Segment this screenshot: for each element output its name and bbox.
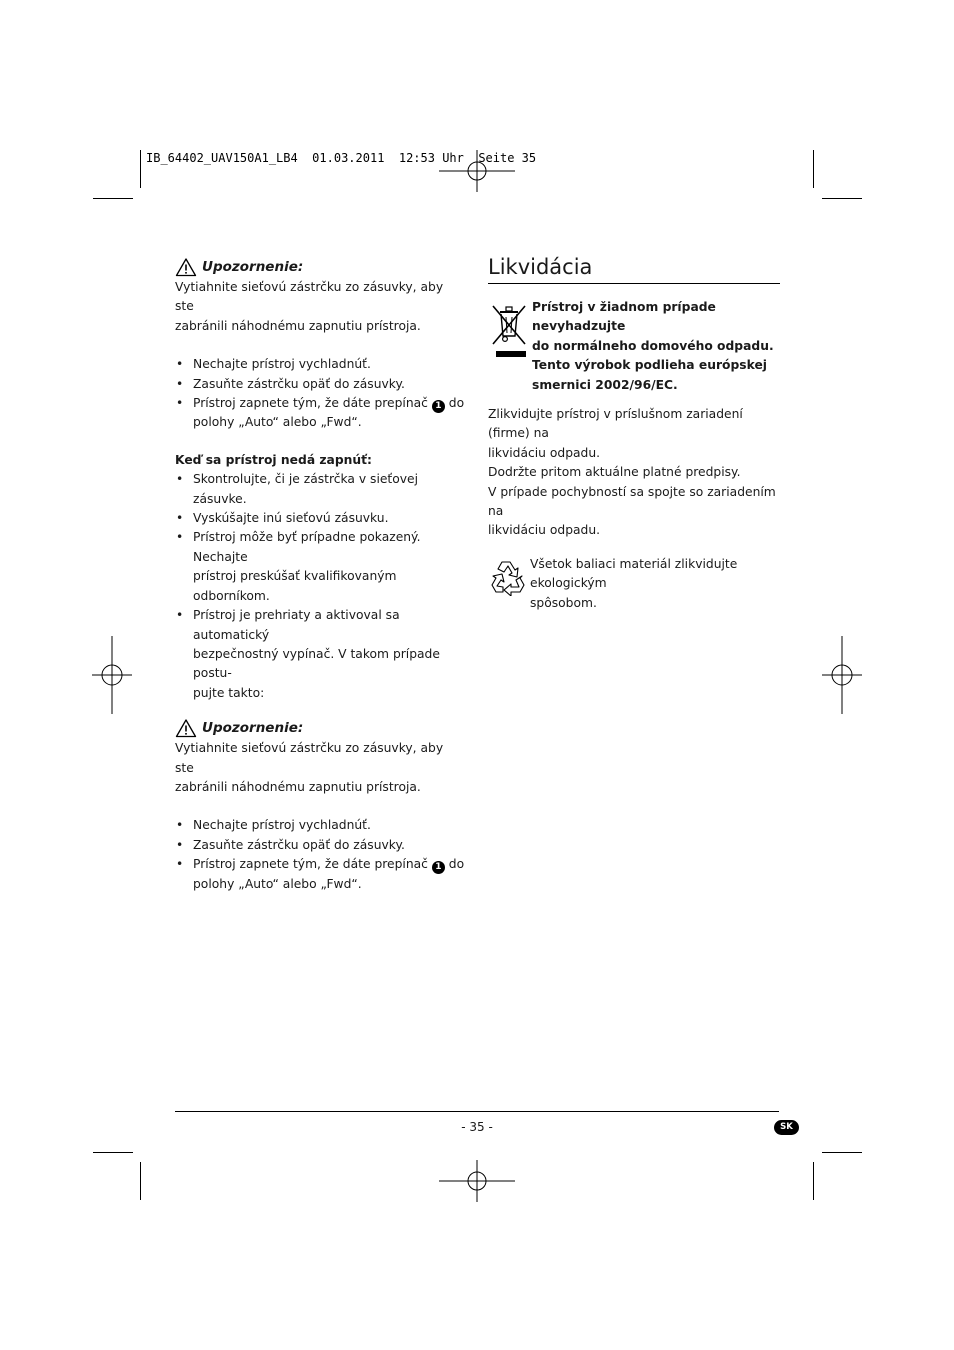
registration-mark-icon	[437, 1160, 517, 1202]
warning-text: Vytiahnite sieťovú zástrčku zo zásuvky, aby ste zabránili náhodnému zapnutiu prístroja.	[175, 741, 444, 794]
warning-triangle-icon	[175, 718, 197, 738]
page-number: - 35 -	[461, 1120, 493, 1134]
registration-mark-icon	[822, 636, 862, 714]
warning-triangle-icon	[175, 257, 197, 277]
weee-block	[488, 300, 780, 392]
list-item: • Zasuňte zástrčku opäť do zásuvky.	[175, 836, 465, 855]
warning-heading-1	[175, 256, 465, 278]
warning-steps-list	[175, 355, 465, 433]
warning-title: Upozornenie:	[202, 720, 304, 737]
footer-rule	[175, 1111, 779, 1112]
list-item: • Zasuňte zástrčku opäť do zásuvky.	[175, 375, 465, 394]
section-title: Likvidácia	[488, 255, 593, 279]
language-badge: SK	[774, 1120, 799, 1135]
list-item: • Prístroj zapnete tým, že dáte prepínač 1 do polohy „Auto“ alebo „Fwd“.	[175, 394, 465, 433]
recycle-text: Všetok baliaci materiál zlikvidujte ekologickým spôsobom.	[530, 556, 738, 610]
not-working-heading: Keď sa prístroj nedá zapnúť:	[175, 452, 372, 467]
warning-text: Vytiahnite sieťovú zástrčku zo zásuvky, aby ste zabránili náhodnému zapnutiu prístroja.	[175, 280, 444, 333]
warning-heading-2	[175, 717, 465, 739]
weee-bar	[496, 351, 526, 357]
left-column	[175, 256, 465, 894]
right-column	[488, 253, 780, 610]
list-item: • Nechajte prístroj vychladnúť.	[175, 355, 465, 374]
switch-number-badge: 1	[432, 400, 445, 413]
list-item: • Skontrolujte, či je zástrčka v sieťovej zásuvke.	[175, 470, 465, 509]
list-item: • Prístroj môže byť prípadne pokazený. Nechajte prístroj preskúšať kvalifikovaným odborníkom.	[175, 528, 465, 606]
crossed-bin-icon	[490, 303, 528, 349]
not-working-list	[175, 470, 465, 703]
weee-text: Prístroj v žiadnom prípade nevyhadzujte do normálneho domového odpadu. Tento výrobok podlieha európskej smernici 2002/96/EC.	[532, 300, 774, 392]
disposal-text: Zlikvidujte prístroj v príslušnom zariadení (firme) na likvidáciu odpadu. Dodržte pritom aktuálne platné predpisy. V prípade pochybností sa spojte so zariadením na likvidáciu odpadu.	[488, 407, 776, 538]
list-item: • Prístroj je prehriaty a aktivoval sa automatický bezpečnostný vypínač. V takom prípade postu- pujte takto:	[175, 606, 465, 703]
list-item: • Nechajte prístroj vychladnúť.	[175, 816, 465, 835]
print-slug: IB_64402_UAV150A1_LB4 01.03.2011 12:53 Uhr Seite 35	[146, 151, 537, 165]
recycle-icon	[488, 558, 528, 596]
switch-number-badge: 1	[432, 861, 445, 874]
list-item: • Prístroj zapnete tým, že dáte prepínač 1 do polohy „Auto“ alebo „Fwd“.	[175, 855, 465, 894]
recycle-block	[488, 556, 780, 610]
list-item: • Vyskúšajte inú sieťovú zásuvku.	[175, 509, 465, 528]
warning-steps-list	[175, 816, 465, 894]
title-rule	[488, 283, 780, 284]
registration-mark-icon	[92, 636, 132, 714]
warning-title: Upozornenie:	[202, 259, 304, 275]
